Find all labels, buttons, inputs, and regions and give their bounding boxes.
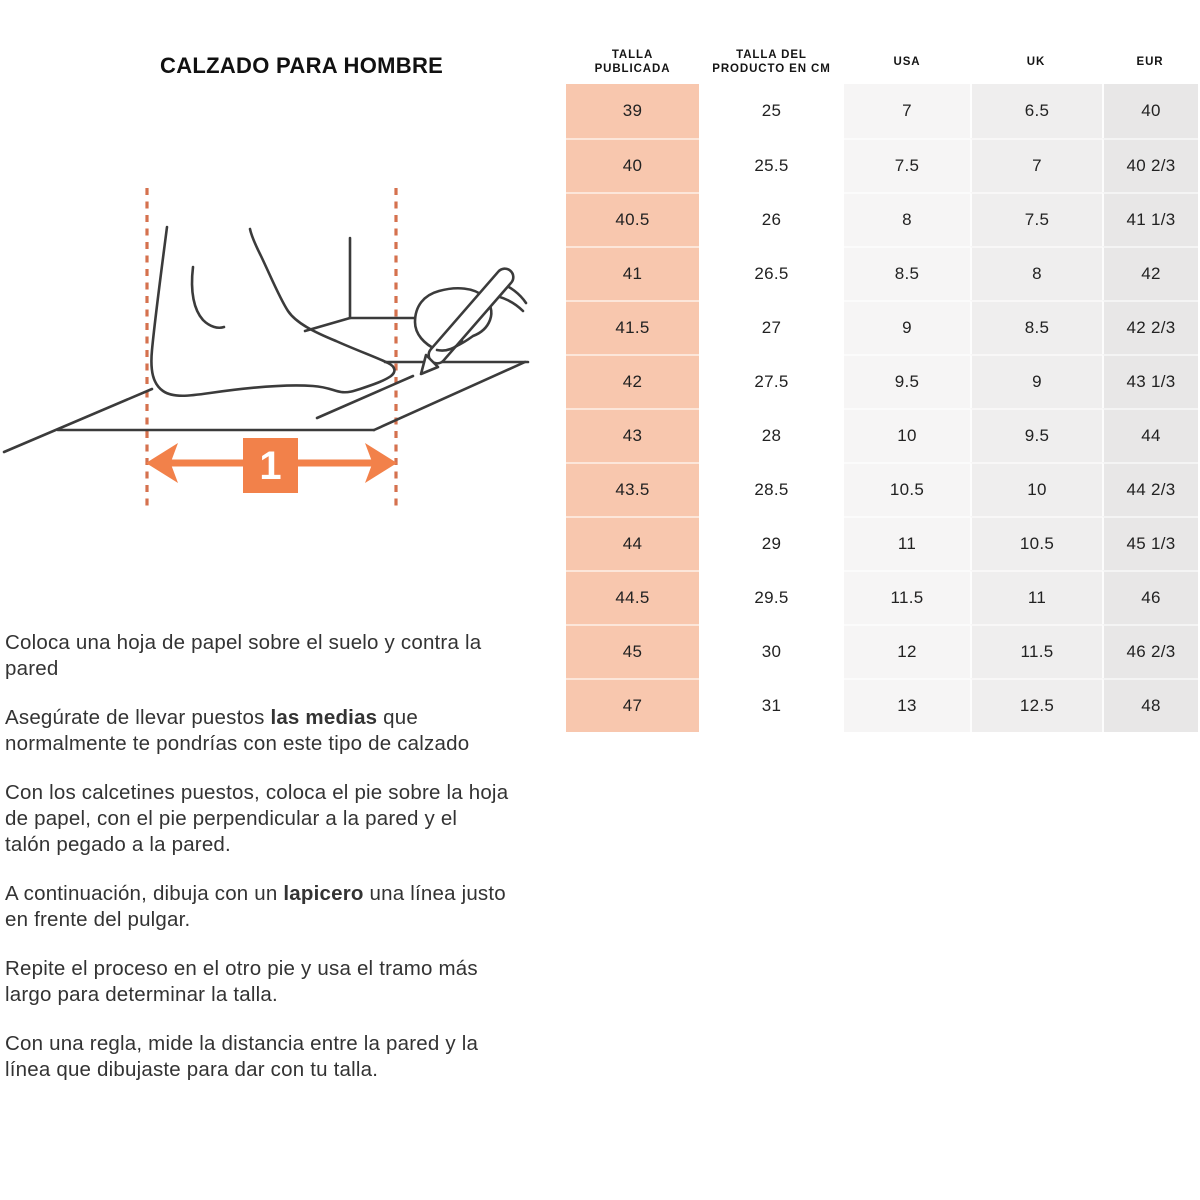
table-cell: 27 <box>699 300 844 354</box>
table-cell: 8.5 <box>844 246 970 300</box>
instruction-text: Coloca una hoja de papel sobre el suelo y contra la <box>5 631 482 654</box>
step-number: 1 <box>259 444 282 488</box>
table-row <box>566 678 1198 732</box>
table-cell: 9.5 <box>970 408 1102 462</box>
header-cell-label: USA <box>893 56 921 68</box>
table-row <box>566 624 1198 678</box>
table-cell: 11 <box>844 516 970 570</box>
table-cell: 8 <box>844 192 970 246</box>
table-cell: 13 <box>844 678 970 732</box>
table-row <box>566 192 1198 246</box>
header-cell <box>1102 40 1198 84</box>
instruction-bold-text: lapicero <box>283 882 364 905</box>
table-cell: 6.5 <box>970 84 1102 138</box>
header-cell <box>699 40 844 84</box>
table-cell: 40 2/3 <box>1102 138 1198 192</box>
table-cell: 8 <box>970 246 1102 300</box>
instruction-paragraph <box>5 705 597 757</box>
table-cell: 29.5 <box>699 570 844 624</box>
table-cell: 48 <box>1102 678 1198 732</box>
instruction-text: talón pegado a la pared. <box>5 833 231 856</box>
table-cell: 46 2/3 <box>1102 624 1198 678</box>
table-cell: 7 <box>844 84 970 138</box>
table-cell: 25 <box>699 84 844 138</box>
instruction-text: Con una regla, mide la distancia entre la pared y la <box>5 1032 479 1055</box>
foot-measurement-illustration <box>0 0 560 560</box>
table-row <box>566 354 1198 408</box>
table-cell: 31 <box>699 678 844 732</box>
table-cell: 43 <box>566 408 699 462</box>
table-cell: 11.5 <box>844 570 970 624</box>
table-cell: 9.5 <box>844 354 970 408</box>
table-cell: 42 <box>1102 246 1198 300</box>
table-cell: 43.5 <box>566 462 699 516</box>
instructions <box>5 630 597 1106</box>
table-cell: 40 <box>566 138 699 192</box>
table-cell: 42 <box>566 354 699 408</box>
instruction-paragraph <box>5 881 597 933</box>
instruction-text: que <box>377 706 418 729</box>
header-cell <box>970 40 1102 84</box>
table-cell: 7.5 <box>970 192 1102 246</box>
instruction-text: línea que dibujaste para dar con tu talla. <box>5 1058 379 1081</box>
table-cell: 39 <box>566 84 699 138</box>
header-cell <box>844 40 970 84</box>
table-cell: 26 <box>699 192 844 246</box>
instruction-text: de papel, con el pie perpendicular a la pared y el <box>5 807 458 830</box>
table-row <box>566 516 1198 570</box>
instruction-text: Repite el proceso en el otro pie y usa el tramo más <box>5 957 478 980</box>
instruction-text: Asegúrate de llevar puestos <box>5 706 271 729</box>
table-cell: 43 1/3 <box>1102 354 1198 408</box>
header-cell-label: TALLA PUBLICADA <box>594 49 671 75</box>
table-cell: 44.5 <box>566 570 699 624</box>
table-cell: 10 <box>844 408 970 462</box>
table-cell: 44 <box>566 516 699 570</box>
instruction-text: A continuación, dibuja con un <box>5 882 284 905</box>
instruction-text: en frente del pulgar. <box>5 908 191 931</box>
instruction-text: pared <box>5 657 59 680</box>
table-cell: 29 <box>699 516 844 570</box>
instruction-paragraph <box>5 780 597 858</box>
table-cell: 28 <box>699 408 844 462</box>
table-cell: 45 1/3 <box>1102 516 1198 570</box>
table-cell: 46 <box>1102 570 1198 624</box>
table-cell: 28.5 <box>699 462 844 516</box>
table-cell: 9 <box>844 300 970 354</box>
instruction-text: una línea justo <box>363 882 506 905</box>
table-row <box>566 138 1198 192</box>
table-cell: 7.5 <box>844 138 970 192</box>
instruction-text: Con los calcetines puestos, coloca el pie sobre la hoja <box>5 781 509 804</box>
table-cell: 41 1/3 <box>1102 192 1198 246</box>
instruction-paragraph <box>5 956 597 1008</box>
foot-drawing <box>151 227 394 396</box>
table-cell: 12 <box>844 624 970 678</box>
instruction-text: normalmente te pondrías con este tipo de calzado <box>5 732 470 755</box>
size-table-header <box>566 40 1198 84</box>
measure-arrow <box>146 438 397 493</box>
table-row <box>566 246 1198 300</box>
table-cell: 41.5 <box>566 300 699 354</box>
table-row <box>566 300 1198 354</box>
header-cell-label: UK <box>1026 56 1046 68</box>
table-cell: 45 <box>566 624 699 678</box>
table-cell: 44 <box>1102 408 1198 462</box>
header-cell <box>566 40 699 84</box>
header-cell-label: TALLA DEL PRODUCTO EN CM <box>712 49 831 75</box>
size-table <box>566 40 1198 732</box>
table-cell: 8.5 <box>970 300 1102 354</box>
table-cell: 40.5 <box>566 192 699 246</box>
table-cell: 25.5 <box>699 138 844 192</box>
table-cell: 10 <box>970 462 1102 516</box>
table-cell: 12.5 <box>970 678 1102 732</box>
instruction-paragraph <box>5 630 597 682</box>
table-cell: 11 <box>970 570 1102 624</box>
table-cell: 10.5 <box>844 462 970 516</box>
table-cell: 30 <box>699 624 844 678</box>
instruction-paragraph <box>5 1031 597 1083</box>
table-row <box>566 84 1198 138</box>
table-row <box>566 408 1198 462</box>
table-cell: 9 <box>970 354 1102 408</box>
instruction-bold-text: las medias <box>270 706 378 729</box>
table-cell: 27.5 <box>699 354 844 408</box>
table-cell: 41 <box>566 246 699 300</box>
table-cell: 10.5 <box>970 516 1102 570</box>
pencil-hand-drawing <box>415 265 526 374</box>
table-cell: 40 <box>1102 84 1198 138</box>
table-cell: 26.5 <box>699 246 844 300</box>
header-cell-label: EUR <box>1136 56 1164 68</box>
table-row <box>566 570 1198 624</box>
table-cell: 7 <box>970 138 1102 192</box>
table-cell: 44 2/3 <box>1102 462 1198 516</box>
instruction-text: largo para determinar la talla. <box>5 983 278 1006</box>
table-cell: 42 2/3 <box>1102 300 1198 354</box>
size-table-body <box>566 84 1198 732</box>
page-title: CALZADO PARA HOMBRE <box>160 53 444 78</box>
table-row <box>566 462 1198 516</box>
table-cell: 47 <box>566 678 699 732</box>
table-cell: 11.5 <box>970 624 1102 678</box>
